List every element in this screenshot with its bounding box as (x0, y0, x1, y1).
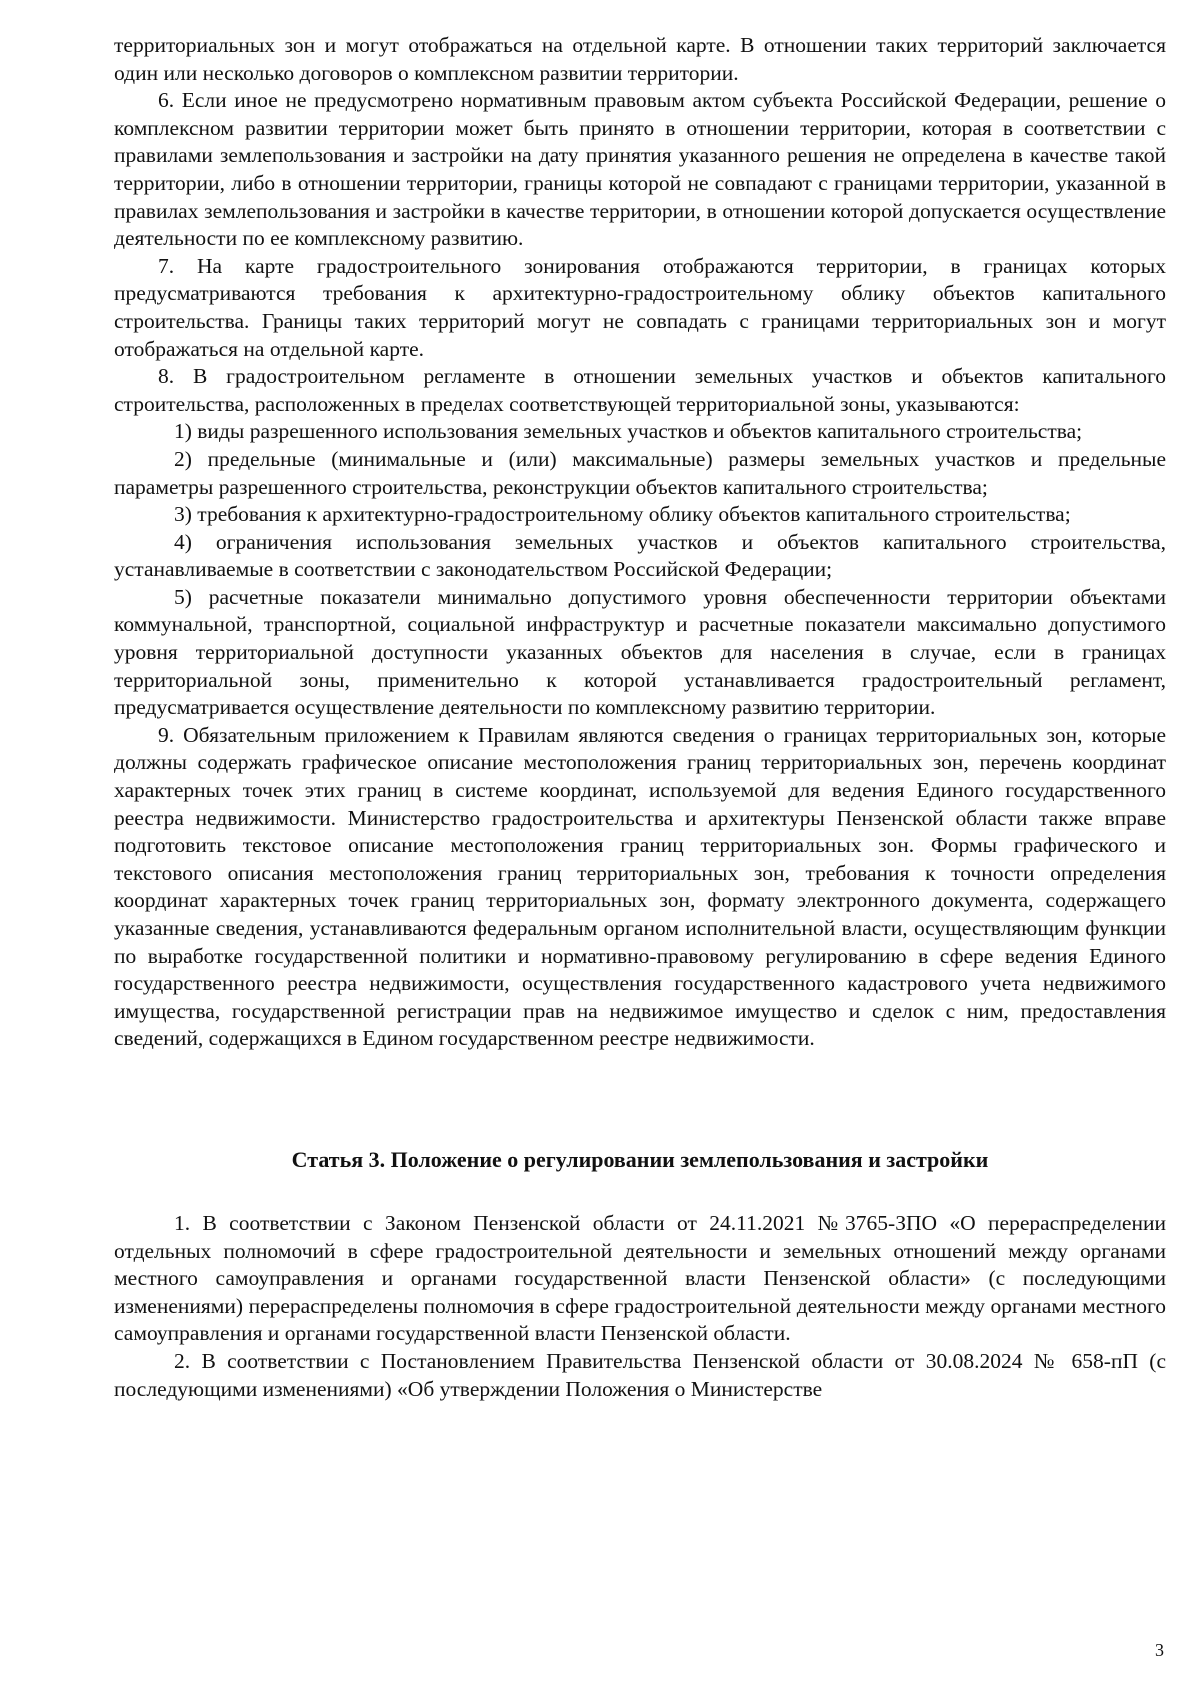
article-heading: Статья 3. Положение о регулировании землепользования и застройки (291, 1146, 989, 1172)
document-page (114, 32, 1166, 1403)
paragraph-item-8: 8. В градостроительном регламенте в отношении земельных участков и объектов капитального строительства, расположенных в пределах соответствующей территориальной зоны, указываются: (114, 364, 1166, 416)
subitem-4: 4) ограничения использования земельных участков и объектов капитального строительства, устанавливаемые в соответствии с законодательством Российской Федерации; (114, 529, 1166, 582)
subitem-1: 1) виды разрешенного использования земельных участков и объектов капитального строительства; (174, 419, 1083, 444)
paragraph-continuation: территориальных зон и могут отображаться на отдельной карте. В отношении таких территорий заключается один или несколько договоров о комплексном развитии территории. (114, 33, 1166, 85)
subitem-2: 2) предельные (минимальные и (или) максимальные) размеры земельных участков и предельные параметры разрешенного строительства, реконструкции объектов капитального строительства; (114, 446, 1166, 499)
subitem-5: 5) расчетные показатели минимально допустимого уровня обеспеченности территории объектами коммунальной, транспортной, социальной инфраструктур и расчетные показатели максимально допустимого уровня территориальной доступности указанных объектов для населения в случае, если в границах территориальной зоны, применительно к которой устанавливается градостроительный регламент, предусматривается осуществление деятельности по комплексному развитию территории. (114, 584, 1166, 720)
spacer (114, 1053, 1166, 1146)
article-paragraph-2: 2. В соответствии с Постановлением Правительства Пензенской области от 30.08.2024 № 658-пП (с последующими изменениями) «Об утверждении Положения о Министерстве (114, 1348, 1166, 1401)
subitem-3: 3) требования к архитектурно-градостроительному облику объектов капитального строительства; (174, 502, 1071, 527)
paragraph-item-6: 6. Если иное не предусмотрено нормативным правовым актом субъекта Российской Федерации, решение о комплексном развитии территории может быть принято в отношении территории, которая в соответствии с правилами землепользования и застройки на дату принятия указанного решения не определена в качестве такой территории, либо в отношении территории, границы которой не совпадают с границами территории, указанной в правилах землепользования и застройки в качестве территории, в отношении которой допускается осуществление деятельности по ее комплексному развитию. (114, 88, 1166, 251)
paragraph-item-7: 7. На карте градостроительного зонирования отображаются территории, в границах которых предусматриваются требования к архитектурно-градостроительному облику объектов капитального строительства. Границы таких территорий могут не совпадать с границами территориальных зон и могут отображаться на отдельной карте. (114, 253, 1166, 361)
article-paragraph-1: 1. В соответствии с Законом Пензенской области от 24.11.2021 №3765-ЗПО «О перераспределении отдельных полномочий в сфере градостроительной деятельности и земельных отношений между органами местного самоуправления и органами государственной власти Пензенской области» (с последующими изменениями) перераспределены полномочия в сфере градостроительной деятельности между органами местного самоуправления и органами государственной власти Пензенской области. (114, 1210, 1166, 1346)
page-number: 3 (1155, 1640, 1164, 1660)
spacer (114, 1174, 1166, 1210)
paragraph-item-9: 9. Обязательным приложением к Правилам являются сведения о границах территориальных зон, которые должны содержать графическое описание местоположения границ территориальных зон, перечень координат характерных точек этих границ в системе координат, используемой для ведения Единого государственного реестра недвижимости. Министерство градостроительства и архитектуры Пензенской области также вправе подготовить текстовое описание местоположения границ территориальных зон. Формы графического и текстового описания местоположения границ территориальных зон, требования к точности определения координат характерных точек границ территориальных зон, формату электронного документа, содержащего указанные сведения, устанавливаются федеральным органом исполнительной власти, осуществляющим функции по выработке государственной политики и нормативно-правовому регулированию в сфере ведения Единого государственного реестра недвижимости, осуществления государственного кадастрового учета недвижимого имущества, государственной регистрации прав на недвижимое имущество и сделок с ним, предоставления сведений, содержащихся в Едином государственном реестре недвижимости. (114, 722, 1166, 1051)
